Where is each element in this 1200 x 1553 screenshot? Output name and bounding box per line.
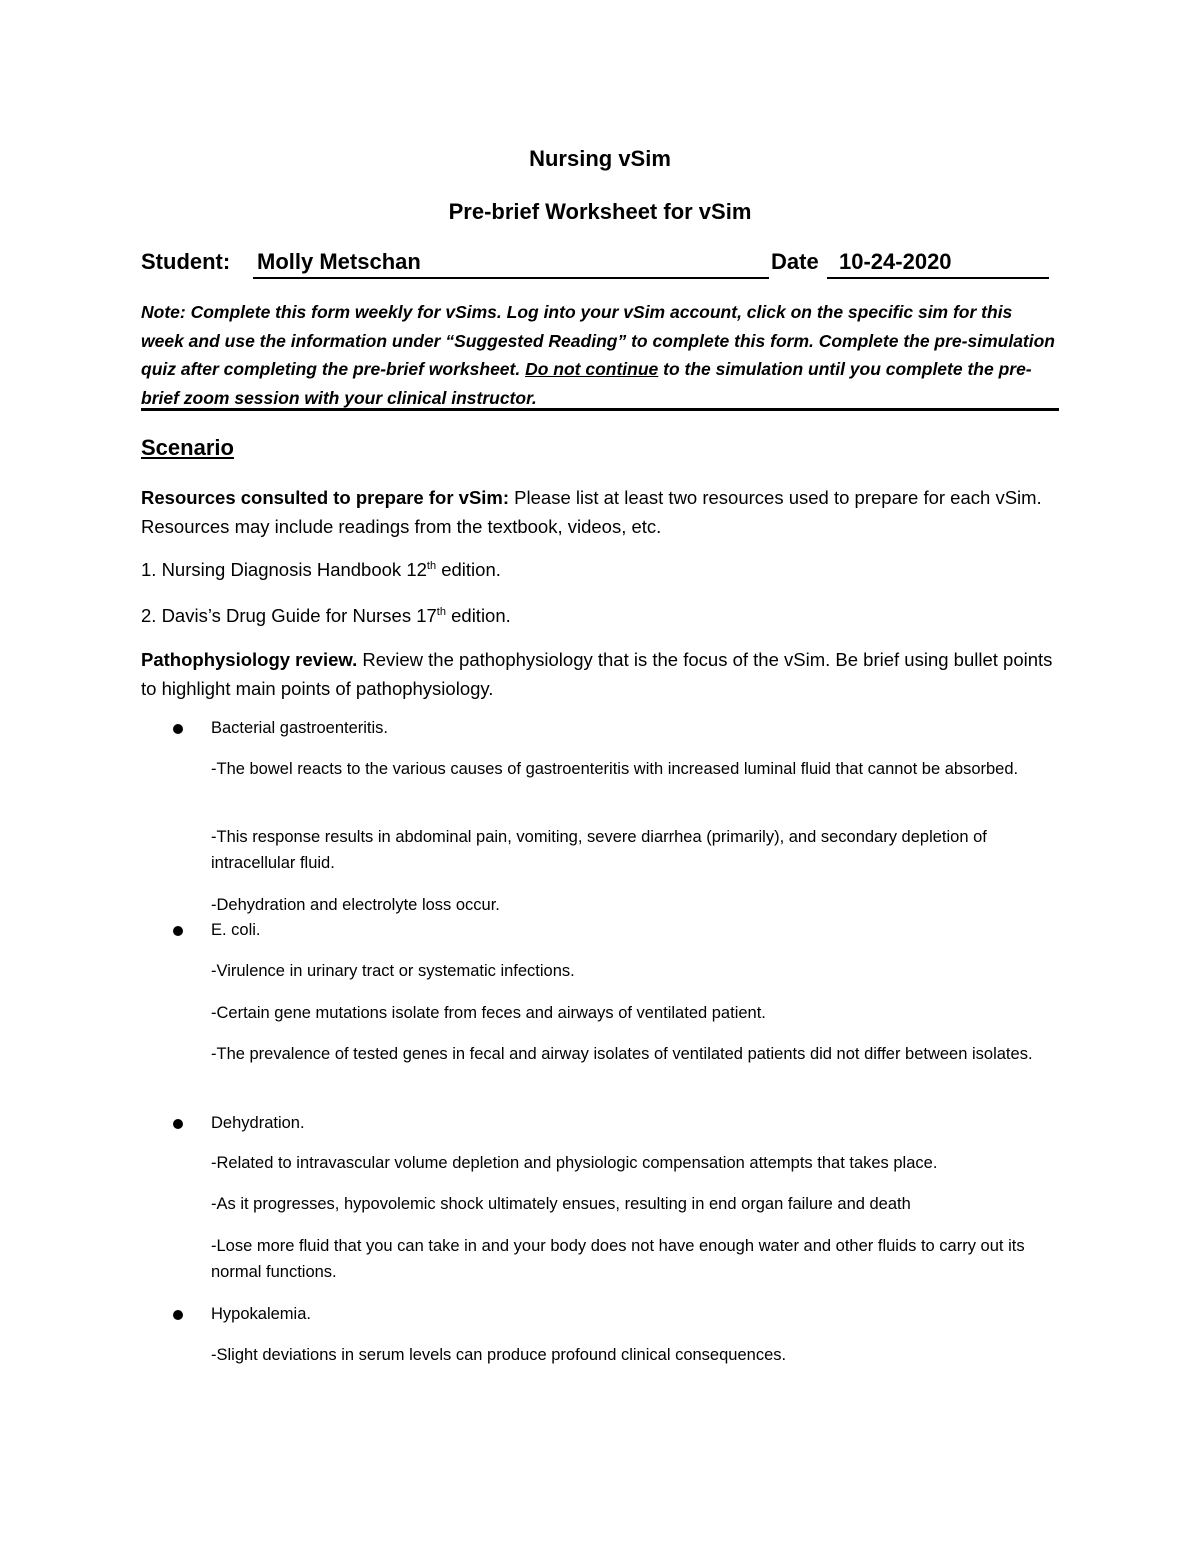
resource-item-2-sup: th <box>436 605 446 618</box>
bullet-subpoint: -Dehydration and electrolyte loss occur. <box>211 896 500 914</box>
bullet-subpoint: -As it progresses, hypovolemic shock ultimately ensues, resulting in end organ failure and death <box>211 1195 911 1213</box>
student-label: Student: <box>141 249 231 274</box>
bullet-subpoint: -Lose more fluid that you can take in and your body does not have enough water and other fluids to carry out its normal functions. <box>211 1237 1025 1281</box>
bullet-title: Hypokalemia. <box>211 1305 311 1323</box>
bullet-subpoint: -This response results in abdominal pain, vomiting, severe diarrhea (primarily), and secondary depletion of intracellular fluid. <box>211 828 987 872</box>
pathophysiology-label: Pathophysiology review. <box>141 649 358 670</box>
bullet-title: E. coli. <box>211 921 261 939</box>
resources-label: Resources consulted to prepare for vSim: <box>141 487 510 508</box>
student-name: Molly Metschan <box>257 249 421 274</box>
resources-paragraph <box>141 484 1061 541</box>
bullet-dot <box>173 1119 183 1129</box>
bullet-subpoint: -The bowel reacts to the various causes of gastroenteritis with increased luminal fluid that cannot be absorbed. <box>211 760 1019 778</box>
resource-item-1-end: edition. <box>436 559 501 580</box>
date-label: Date <box>771 249 819 274</box>
note-text-start: Note: Complete this form weekly for vSims. Log into your vSim account, click on the specific sim for this week and use the information under “Suggested Reading” to complete this form. Complete the pre-simulation quiz after completing the pre-brief worksheet. <box>141 302 1055 379</box>
bullet-dot <box>173 724 183 734</box>
date-value: 10-24-2020 <box>839 249 952 274</box>
document-subtitle: Pre-brief Worksheet for vSim <box>448 199 752 224</box>
resource-item-1-text: 1. Nursing Diagnosis Handbook 12 <box>141 559 427 580</box>
note-text-end: to the simulation until you complete the pre-brief zoom session with your clinical instructor. <box>141 359 1032 408</box>
bullet-subpoint: -Certain gene mutations isolate from feces and airways of ventilated patient. <box>211 1004 766 1022</box>
resources-text: Please list at least two resources used to prepare for each vSim. Resources may include readings from the textbook, videos, etc. <box>141 487 1042 537</box>
scenario-heading: Scenario <box>141 435 234 460</box>
bullet-subpoint: -The prevalence of tested genes in fecal and airway isolates of ventilated patients did not differ between isolates. <box>211 1045 1033 1063</box>
resource-item-2-text: 2. Davis’s Drug Guide for Nurses 17 <box>141 605 437 626</box>
bullet-title: Dehydration. <box>211 1114 305 1132</box>
instructions-note <box>141 298 1059 412</box>
bullet-subpoint: -Virulence in urinary tract or systematic infections. <box>211 962 575 980</box>
resource-item-2 <box>141 602 1061 631</box>
note-underlined-text: Do not continue <box>525 359 659 379</box>
document-title: Nursing vSim <box>529 146 671 171</box>
bullet-subpoint: -Slight deviations in serum levels can produce profound clinical consequences. <box>211 1346 787 1364</box>
student-date-line <box>141 249 1061 281</box>
bullet-dot <box>173 926 183 936</box>
bullet-subpoint: -Related to intravascular volume depletion and physiologic compensation attempts that takes place. <box>211 1154 938 1172</box>
resource-item-1 <box>141 556 1061 585</box>
bullet-title: Bacterial gastroenteritis. <box>211 719 388 737</box>
pathophysiology-text: Review the pathophysiology that is the focus of the vSim. Be brief using bullet points to highlight main points of pathophysiology. <box>141 649 1053 699</box>
note-divider <box>141 408 1059 411</box>
bullet-dot <box>173 1310 183 1320</box>
resource-item-1-sup: th <box>426 559 437 572</box>
pathophysiology-paragraph <box>141 646 1061 703</box>
resource-item-2-end: edition. <box>445 605 511 626</box>
